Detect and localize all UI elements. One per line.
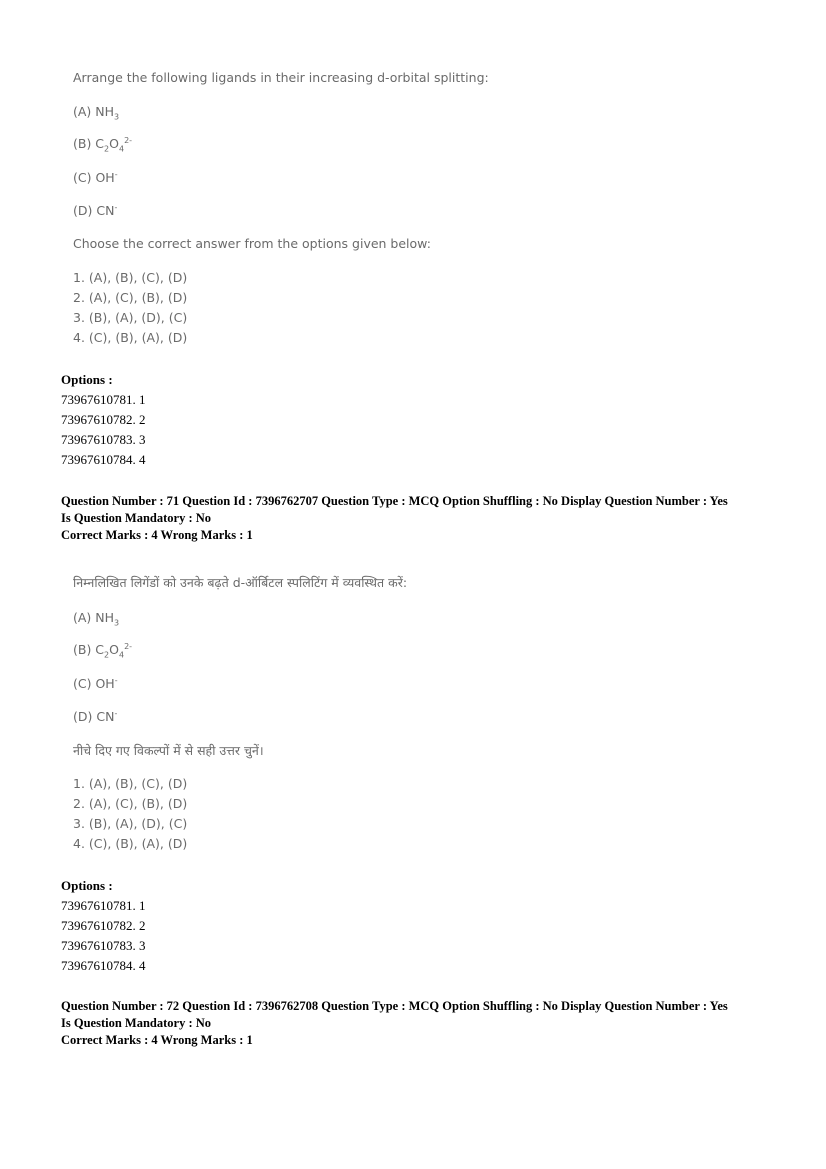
marks-line: Correct Marks : 4 Wrong Marks : 1 [61, 528, 253, 542]
ligand-d: (D) CN- [73, 203, 118, 219]
options-heading: Options : [61, 878, 113, 893]
question-stem: निम्नलिखित लिगेंडों को उनके बढ़ते d-ऑर्बिटल स्पलिटिंग में व्यवस्थित करें: [73, 575, 408, 590]
options-block-70 [61, 370, 146, 470]
answer-choice-1: 1. (A), (B), (C), (D) [73, 776, 188, 791]
question-71-meta [61, 493, 781, 544]
answer-choice-2: 2. (A), (C), (B), (D) [73, 290, 188, 305]
ligand-c: (C) OH- [73, 676, 118, 692]
option-item: 73967610782. 2 [61, 412, 146, 427]
answer-choice-1: 1. (A), (B), (C), (D) [73, 270, 188, 285]
ligand-a: (A) $NH_3$ [73, 610, 120, 628]
answer-choice-3: 3. (B), (A), (D), (C) [73, 816, 188, 831]
question-info-line: Question Number : 71 Question Id : 7396762707 Question Type : MCQ Option Shuffling : No Display Question Number : Yes [61, 494, 728, 508]
ligand-c: (C) OH- [73, 170, 118, 186]
options-heading: Options : [61, 372, 113, 387]
option-item: 73967610781. 1 [61, 392, 146, 407]
choose-instruction: Choose the correct answer from the options given below: [73, 236, 431, 251]
ligand-b: (B) $C_2O_4^{2-}$ [73, 642, 133, 660]
answer-choice-4: 4. (C), (B), (A), (D) [73, 330, 188, 345]
ligand-b: (B) $C_2O_4^{2-}$ [73, 136, 133, 154]
ligand-a: (A) $NH_3$ [73, 104, 120, 122]
question-info-line: Question Number : 72 Question Id : 7396762708 Question Type : MCQ Option Shuffling : No Display Question Number : Yes [61, 999, 728, 1013]
answer-choice-2: 2. (A), (C), (B), (D) [73, 796, 188, 811]
choose-instruction: नीचे दिए गए विकल्पों में से सही उत्तर चुनें। [73, 743, 264, 758]
option-item: 73967610784. 4 [61, 958, 146, 973]
option-item: 73967610783. 3 [61, 938, 146, 953]
answer-choice-4: 4. (C), (B), (A), (D) [73, 836, 188, 851]
option-item: 73967610783. 3 [61, 432, 146, 447]
option-item: 73967610782. 2 [61, 918, 146, 933]
option-item: 73967610784. 4 [61, 452, 146, 467]
option-item: 73967610781. 1 [61, 898, 146, 913]
answer-choice-3: 3. (B), (A), (D), (C) [73, 310, 188, 325]
ligand-d: (D) CN- [73, 709, 118, 725]
marks-line: Correct Marks : 4 Wrong Marks : 1 [61, 1033, 253, 1047]
mandatory-line: Is Question Mandatory : No [61, 1016, 212, 1030]
question-stem: Arrange the following ligands in their increasing d-orbital splitting: [73, 70, 489, 85]
mandatory-line: Is Question Mandatory : No [61, 511, 212, 525]
options-block-71 [61, 876, 146, 976]
question-72-meta [61, 998, 781, 1049]
